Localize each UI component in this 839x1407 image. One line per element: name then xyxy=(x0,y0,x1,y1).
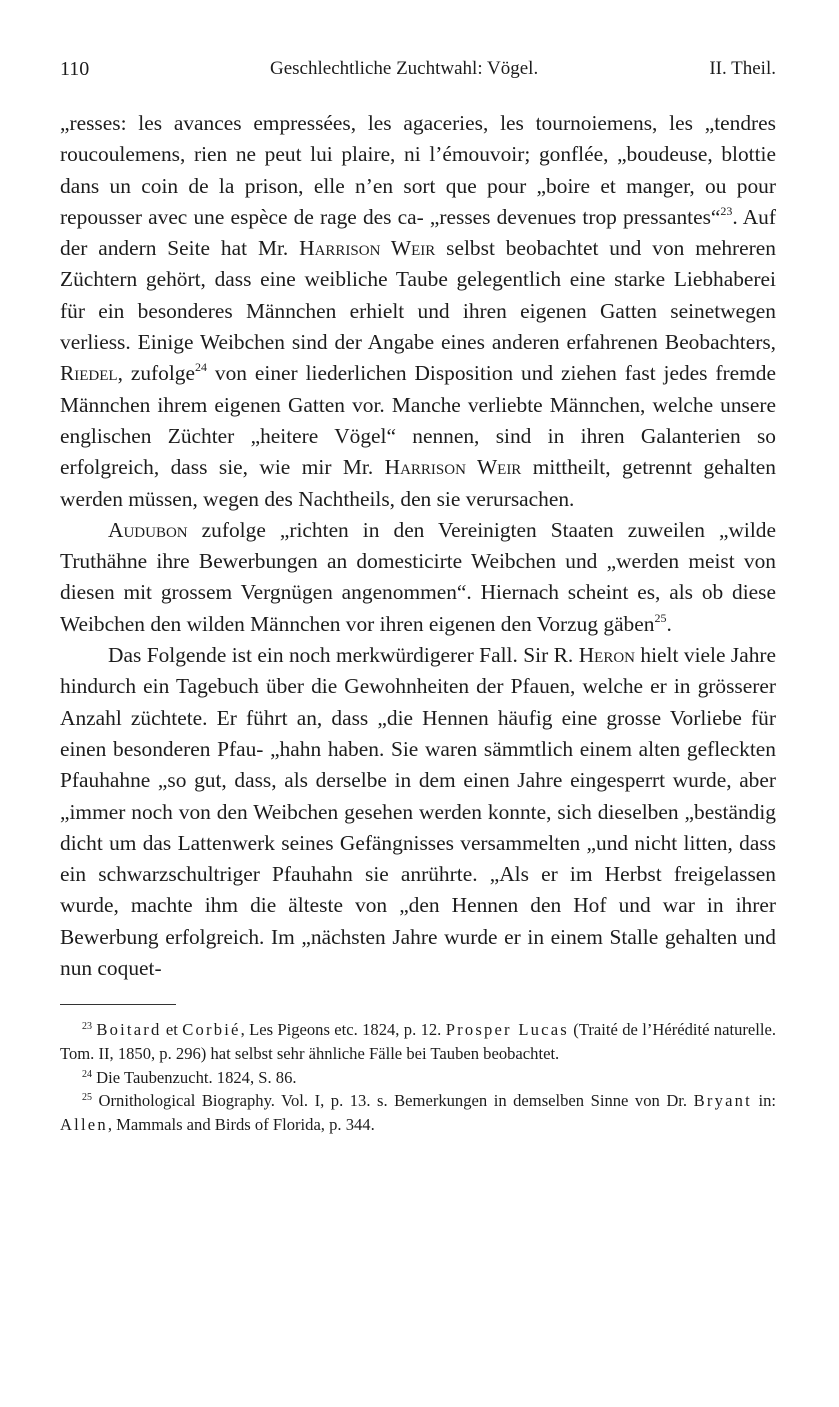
text-span: zufolge „richten in den Vereinigten Staaten zuweilen „wilde Truthähne ihre Bewerbungen an domesticirte Weibchen und „werden meist von diesen mit grossem Vergnügen angenommen“. Hiernach scheint es, als ob diese Weibchen den wilden Männchen vor ihren eigenen den Vorzug gäben xyxy=(60,517,776,636)
page-number: 110 xyxy=(60,58,90,80)
text-span: , Mammals and Birds of Florida, p. 344. xyxy=(107,1114,375,1134)
footnote-ref-24: 24 xyxy=(195,360,207,375)
footnote-ref-25: 25 xyxy=(654,610,667,625)
author-name: Bryant xyxy=(693,1091,752,1111)
footnote-24 xyxy=(60,1066,776,1090)
main-text xyxy=(60,108,776,984)
text-span: „resses: les avances empressées, les agaceries, les tournoiemens, les „tendres roucoulemens, rien ne peut lui plaire, ni l’émouvoir; gonflée, „boudeuse, blottie dans un coin de la prison, elle n’en sort que pour „boire et manger, ou pour repousser avec une espèce de rage des ca- „resses devenues trop pressantes“ xyxy=(60,111,776,229)
paragraph-3 xyxy=(60,640,776,984)
footnote-23 xyxy=(60,1018,776,1065)
footnotes xyxy=(60,1018,776,1136)
running-header xyxy=(60,58,776,88)
author-name: Harrison Weir xyxy=(299,236,436,261)
author-name: Boitard xyxy=(96,1020,162,1040)
footnote-number: 25 xyxy=(82,1092,92,1104)
footnote-25 xyxy=(60,1089,776,1136)
text-span: (Traité de l’Hérédité naturelle. Tom. II, 1850, p. 296) hat selbst sehr ähnliche Fälle bei Tauben beobachtet. xyxy=(60,1020,776,1063)
text-span: von einer liederlichen Disposition und ziehen fast jedes fremde Männchen ihrem eigenen Gatten vor. Manche verliebte Männchen, welche unsere englischen Züchter „heitere Vögel“ nennen, sind in ihren Galanterien so erfolgreich, dass sie, wie mir Mr. xyxy=(60,361,776,480)
text-span: , zufolge xyxy=(117,361,195,386)
author-name: Allen xyxy=(60,1114,108,1134)
paragraph-1 xyxy=(60,108,776,515)
footnote-number: 23 xyxy=(82,1021,92,1033)
text-span: hielt viele Jahre hindurch ein Tagebuch über die Gewohnheiten der Pfauen, welche er in grösserer Anzahl züchtete. Er führt an, dass „die Hennen häufig eine grosse Vorliebe für einen besonderen Pfau- „hahn haben. Sie waren sämmtlich einem alten gefleckten Pfauhahne „so gut, dass, als derselbe in dem einen Jahre eingesperrt wurde, aber „immer noch von den Weibchen gesehen werden konnte, sich dieselben „beständig dicht um das Lattenwerk seines Gefängnisses versammelten „und nicht litten, dass ein schwarzschultriger Pfauhahn sie anrührte. „Als er im Herbst freigelassen wurde, machte ihm die älteste von „den Hennen den Hof und war in ihrer Bewerbung erfolgreich. Im „nächsten Jahre wurde er in einem Stalle gehalten und nun coquet- xyxy=(60,643,777,981)
text-span: Das Folgende ist ein noch merkwürdigerer Fall. Sir R. xyxy=(108,643,579,668)
part-label: II. Theil. xyxy=(709,58,776,79)
text-span: mittheilt, getrennt gehalten werden müssen, wegen des Nachtheils, den sie verursachen. xyxy=(60,455,777,511)
text-span: in: xyxy=(751,1091,777,1111)
text-span: et xyxy=(161,1020,183,1040)
footnote-ref-23: 23 xyxy=(720,203,733,218)
author-name: Audubon xyxy=(108,517,188,542)
author-name: Corbié xyxy=(182,1020,241,1040)
footnote-number: 24 xyxy=(82,1068,92,1080)
text-span: . Auf der andern Seite hat Mr. xyxy=(60,204,776,261)
paragraph-2 xyxy=(60,515,776,640)
text-span: Ornithological Biography. Vol. I, p. 13. s. Bemerkungen in demselben Sinne von Dr. xyxy=(98,1091,694,1111)
author-name: Prosper Lucas xyxy=(445,1020,569,1040)
book-page xyxy=(60,58,776,1136)
text-span: Die Taubenzucht. 1824, S. 86. xyxy=(96,1067,297,1087)
text-span: , Les Pigeons etc. 1824, p. 12. xyxy=(240,1020,446,1040)
running-title: Geschlechtliche Zuchtwahl: Vögel. xyxy=(270,58,539,79)
author-name: Harrison Weir xyxy=(384,455,522,480)
text-span: . xyxy=(666,611,672,636)
author-name: Heron xyxy=(578,643,635,668)
author-name: Riedel xyxy=(60,361,118,386)
text-span: selbst beobachtet und von mehreren Züchtern gehört, dass eine weibliche Taube gelegentlich eine starke Liebhaberei für ein besonderes Männchen erhielt und ihren eigenen Gatten seinetwegen verliess. Einige Weibchen sind der Angabe eines anderen erfahrenen Beobachters, xyxy=(60,236,776,355)
footnote-divider xyxy=(60,1004,176,1005)
